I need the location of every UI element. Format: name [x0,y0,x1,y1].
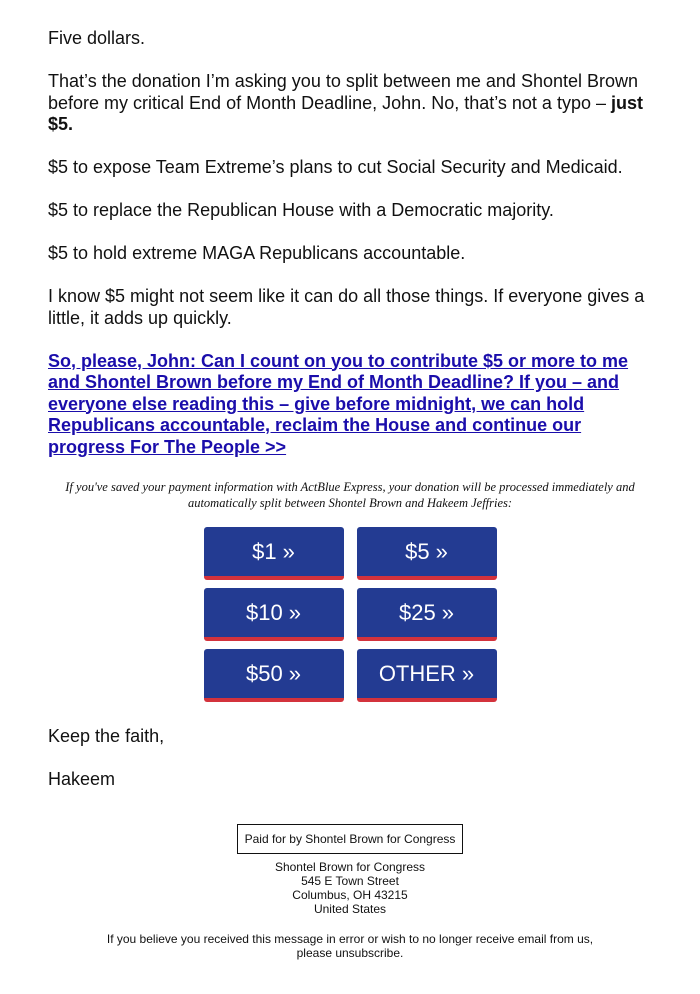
donate-5-button[interactable]: $5 » [357,527,497,580]
paragraph-replace: $5 to replace the Republican House with a Democratic majority. [48,200,554,220]
footer [48,812,652,960]
paragraph-ask [48,71,652,136]
donate-cta-link[interactable]: So, please, John: Can I count on you to contribute $5 or more to me and Shontel Brown before my End of Month Deadline? If you – and everyone else reading this – give before midnight, we can hold Republicans accountable, reclaim the House and continue our progress For The People >> [48,350,629,457]
donate-1-button[interactable]: $1 » [204,527,344,580]
paragraph-expose: $5 to expose Team Extreme’s plans to cut Social Security and Medicaid. [48,157,623,177]
signoff-line: Keep the faith, [48,726,165,746]
donate-25-button[interactable]: $25 » [357,588,497,641]
paragraph-adds-up: I know $5 might not seem like it can do all those things. If everyone gives a little, it adds up quickly. [48,286,645,328]
paid-for-disclaimer: Paid for by Shontel Brown for Congress [237,824,464,854]
footer-city: Columbus, OH 43215 [292,888,408,902]
paragraph-ask-text: That’s the donation I’m asking you to split between me and Shontel Brown before my critical End of Month Deadline, John. No, that’s not a typo – [48,71,639,113]
footer-country: United States [313,902,387,916]
donate-other-button[interactable]: OTHER » [357,649,497,702]
paragraph-accountable: $5 to hold extreme MAGA Republicans accountable. [48,243,466,263]
signoff-name: Hakeem [48,769,116,789]
paragraph-intro: Five dollars. [48,28,146,48]
footer-org: Shontel Brown for Congress [274,860,426,874]
donation-button-grid [48,527,652,702]
actblue-express-note: If you've saved your payment information with ActBlue Express, your donation will be processed immediately and automatically split between Shontel Brown and Hakeem Jeffries: [65,480,635,510]
donate-10-button[interactable]: $10 » [204,588,344,641]
unsubscribe-text[interactable]: If you believe you received this message in error or wish to no longer receive email from us, please unsubscribe. [106,932,594,960]
footer-street: 545 E Town Street [301,874,399,888]
paragraph-ask-bold: just $5. [48,92,644,134]
donate-50-button[interactable]: $50 » [204,649,344,702]
